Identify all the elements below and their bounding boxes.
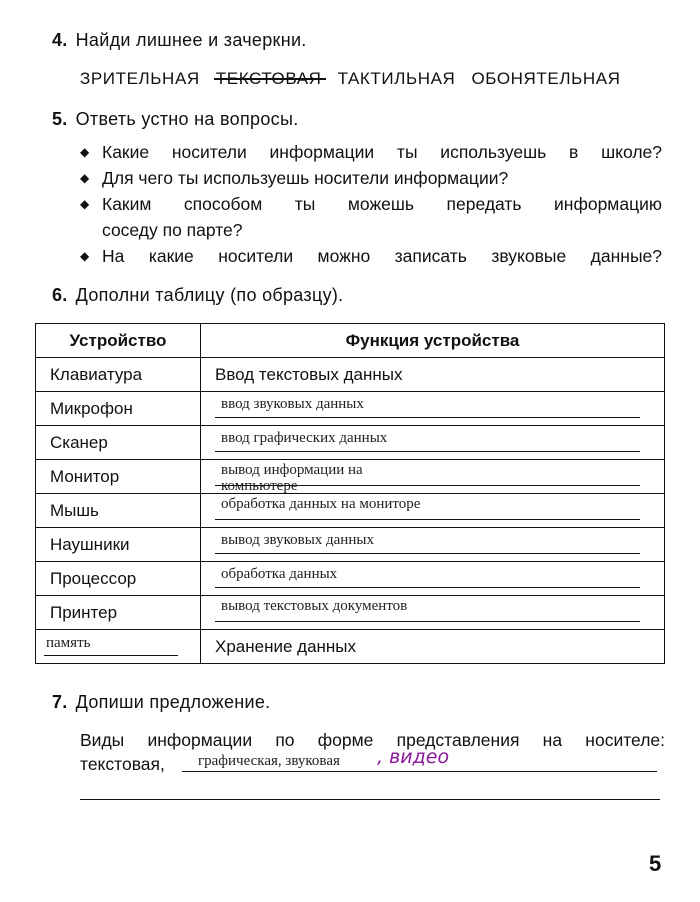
task-4-heading: 4. Найди лишнее и зачеркни. bbox=[52, 30, 307, 50]
answer-line-1[interactable] bbox=[182, 771, 657, 772]
answer-underline bbox=[215, 587, 640, 588]
table-row bbox=[36, 460, 665, 494]
device-cell: Сканер bbox=[36, 426, 201, 460]
device-cell: Мышь bbox=[36, 494, 201, 528]
function-cell: Хранение данных bbox=[201, 630, 665, 664]
table-row bbox=[36, 494, 665, 528]
handwritten-answer: ввод графических данных bbox=[221, 430, 388, 446]
header-device: Устройство bbox=[36, 324, 201, 358]
table-row bbox=[36, 392, 665, 426]
task-7-sentence-start: текстовая, bbox=[80, 754, 165, 774]
task-7-heading: 7. Допиши предложение. bbox=[52, 692, 271, 712]
function-cell[interactable] bbox=[201, 460, 665, 494]
handwritten-answer: обработка данных bbox=[221, 566, 338, 582]
answer-underline bbox=[215, 485, 640, 486]
function-cell[interactable] bbox=[201, 528, 665, 562]
answer-underline bbox=[215, 519, 640, 520]
handwritten-answer: ввод звуковых данных bbox=[221, 396, 364, 412]
word-4: ОБОНЯТЕЛЬНАЯ bbox=[471, 69, 621, 88]
handwritten-answer: вывод звуковых данных bbox=[221, 532, 374, 548]
answer-underline bbox=[215, 553, 640, 554]
task-7-sentence-line1: Виды информации по форме представления на носителе: bbox=[80, 730, 665, 750]
word-3: ТАКТИЛЬНАЯ bbox=[337, 69, 456, 88]
handwritten-answer: обработка данных на мониторе bbox=[221, 496, 421, 512]
task-5-questions bbox=[80, 139, 662, 269]
table-row-storage bbox=[36, 630, 665, 664]
device-cell: Принтер bbox=[36, 596, 201, 630]
answer-line-2[interactable] bbox=[80, 799, 660, 800]
function-cell[interactable] bbox=[201, 562, 665, 596]
function-cell[interactable] bbox=[201, 596, 665, 630]
device-table bbox=[35, 323, 665, 664]
device-cell: Клавиатура bbox=[36, 358, 201, 392]
table-row bbox=[36, 426, 665, 460]
device-cell-handwritten[interactable]: память bbox=[36, 630, 201, 664]
table-row bbox=[36, 528, 665, 562]
function-cell[interactable] bbox=[201, 426, 665, 460]
answer-underline bbox=[215, 451, 640, 452]
header-function: Функция устройства bbox=[201, 324, 665, 358]
question-1: ◆ Какие носители информации ты используешь в школе? bbox=[80, 139, 662, 165]
answer-handwritten: графическая, звуковая bbox=[198, 753, 340, 769]
handwritten-answer: вывод текстовых документов bbox=[221, 598, 408, 614]
device-cell: Наушники bbox=[36, 528, 201, 562]
answer-underline bbox=[215, 621, 640, 622]
page-number: 5 bbox=[649, 851, 662, 876]
answer-ink: , видео bbox=[377, 746, 450, 768]
question-3-cont: соседу по парте? bbox=[102, 220, 243, 240]
question-4: ◆ На какие носители можно записать звуковые данные? bbox=[80, 243, 662, 269]
question-2: ◆ Для чего ты используешь носители информации? bbox=[80, 165, 662, 191]
task-6-heading: 6. Дополни таблицу (по образцу). bbox=[52, 285, 344, 305]
question-3: ◆ Каким способом ты можешь передать информацию bbox=[80, 191, 662, 217]
function-cell[interactable] bbox=[201, 494, 665, 528]
table-row bbox=[36, 562, 665, 596]
task-5-heading: 5. Ответь устно на вопросы. bbox=[52, 109, 299, 129]
function-cell[interactable] bbox=[201, 392, 665, 426]
answer-underline bbox=[215, 417, 640, 418]
task-4-words bbox=[80, 69, 621, 89]
device-cell: Процессор bbox=[36, 562, 201, 596]
table-row bbox=[36, 596, 665, 630]
table-header-row bbox=[36, 324, 665, 358]
device-cell: Монитор bbox=[36, 460, 201, 494]
function-cell: Ввод текстовых данных bbox=[201, 358, 665, 392]
word-1: ЗРИТЕЛЬНАЯ bbox=[80, 69, 200, 88]
handwritten-answer: вывод информации на компьютере bbox=[221, 462, 363, 494]
word-2-struck: ТЕКСТОВАЯ bbox=[215, 69, 322, 88]
device-cell: Микрофон bbox=[36, 392, 201, 426]
table-row bbox=[36, 358, 665, 392]
